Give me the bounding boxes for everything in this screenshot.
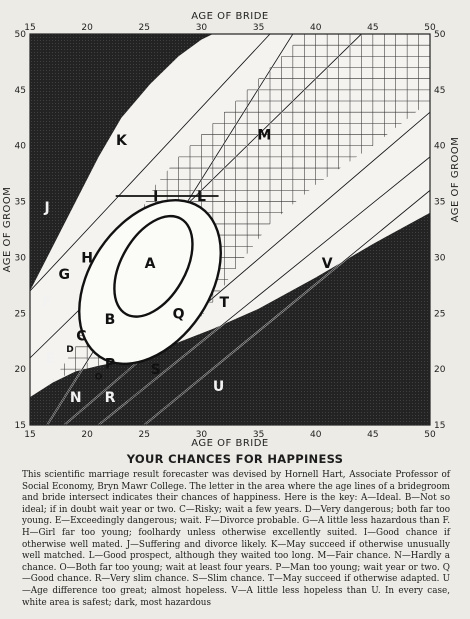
zone-label-u: U xyxy=(212,378,225,395)
x-tick-label-top: 40 xyxy=(309,23,322,33)
zone-label-k: K xyxy=(115,133,127,150)
x-tick-label-top: 30 xyxy=(195,23,208,33)
y-tick-label-right: 35 xyxy=(434,197,446,208)
x-tick-label-bottom: 20 xyxy=(81,430,93,440)
zone-label-o: O xyxy=(94,372,103,383)
y-tick-label-left: 30 xyxy=(14,253,26,264)
zone-label-e: E xyxy=(45,350,56,367)
caption-title: YOUR CHANCES FOR HAPPINESS xyxy=(126,452,344,466)
x-tick-label-bottom: 40 xyxy=(309,430,322,440)
zone-label-a: A xyxy=(144,256,156,273)
x-tick-label-bottom: 15 xyxy=(24,430,36,440)
zone-label-s: S xyxy=(150,362,161,379)
zone-label-n: N xyxy=(69,390,82,407)
y-tick-label-left: 15 xyxy=(14,421,26,431)
zone-label-g: G xyxy=(58,267,71,284)
zone-label-m: M xyxy=(257,127,272,144)
zone-label-b: B xyxy=(104,311,116,328)
x-tick-label-top: 35 xyxy=(252,23,265,33)
x-tick-label-bottom: 35 xyxy=(252,430,265,440)
y-tick-label-right: 50 xyxy=(434,30,446,40)
y-axis-title-left: AGE OF GROOM xyxy=(2,186,13,273)
y-tick-label-right: 40 xyxy=(434,141,446,152)
y-tick-label-right: 25 xyxy=(434,309,446,320)
zone-label-r: R xyxy=(104,390,116,407)
x-axis-title-bottom: AGE OF BRIDE xyxy=(191,438,269,449)
zone-label-c: C xyxy=(76,328,87,345)
zone-label-v: V xyxy=(321,256,333,273)
zone-label-i: I xyxy=(153,188,159,205)
zone-label-t: T xyxy=(219,295,230,312)
caption-body: This scientific marriage result forecaster was devised by Hornell Hart, Associate Professor of Social Economy, Bryn Mawr College. The letter in the area where the age lines of a bridegroom and bride intersect indicates their chances of happiness. Here is the key: A—Ideal. B—Not so ideal; if in doubt wait year or two. C—Risky; wait a few years. D—Very dangerous; both far too young. E—Exceedingly dangerous; wait. F—Divorce probable. G—A little less hazardous than F. H—Girl far too young; foolhardy unless otherwise excellently suited. I—Good chance if otherwise well mated. J—Suffering and divorce likely. K—May succeed if otherwise unusually well matched. L—Good prospect, although they waited too long. M—Fair chance. N—Hardly a chance. O—Both far too young; wait at least four years. P—Man too young; wait year or two. Q—Good chance. R—Very slim chance. S—Slim chance. T—May succeed if otherwise adapted. U—Age difference too great; almost hopeless. V—A little less hopeless than U. In every case, white area is safest; dark, most hazardous xyxy=(22,470,450,608)
y-tick-label-left: 25 xyxy=(14,309,26,320)
x-axis-title-top: AGE OF BRIDE xyxy=(191,11,269,22)
y-tick-label-left: 40 xyxy=(14,141,26,152)
zone-label-d: D xyxy=(66,344,74,355)
zone-label-l: L xyxy=(196,188,206,205)
x-tick-label-bottom: 30 xyxy=(195,430,208,440)
zone-label-j: J xyxy=(44,200,50,217)
x-tick-label-top: 45 xyxy=(367,23,379,33)
x-tick-label-top: 15 xyxy=(24,23,36,33)
y-tick-label-right: 20 xyxy=(434,365,446,376)
zone-label-p: P xyxy=(104,356,116,373)
y-tick-label-left: 50 xyxy=(14,30,26,40)
x-tick-label-top: 25 xyxy=(138,23,151,33)
zone-label-h: H xyxy=(81,250,94,267)
x-tick-label-bottom: 50 xyxy=(424,430,436,440)
x-tick-label-bottom: 45 xyxy=(367,430,379,440)
zone-label-q: Q xyxy=(172,306,185,323)
x-tick-label-top: 20 xyxy=(81,23,93,33)
y-tick-label-right: 15 xyxy=(434,421,446,431)
y-tick-label-right: 45 xyxy=(434,85,446,96)
y-tick-label-left: 35 xyxy=(14,197,26,208)
x-tick-label-bottom: 25 xyxy=(138,430,151,440)
x-tick-label-top: 50 xyxy=(424,23,436,33)
y-tick-label-right: 30 xyxy=(434,253,446,264)
zone-label-f: F xyxy=(42,295,52,312)
y-tick-label-left: 20 xyxy=(14,365,26,376)
y-axis-title-right: AGE OF GROOM xyxy=(450,136,461,223)
y-tick-label-left: 45 xyxy=(14,85,26,96)
